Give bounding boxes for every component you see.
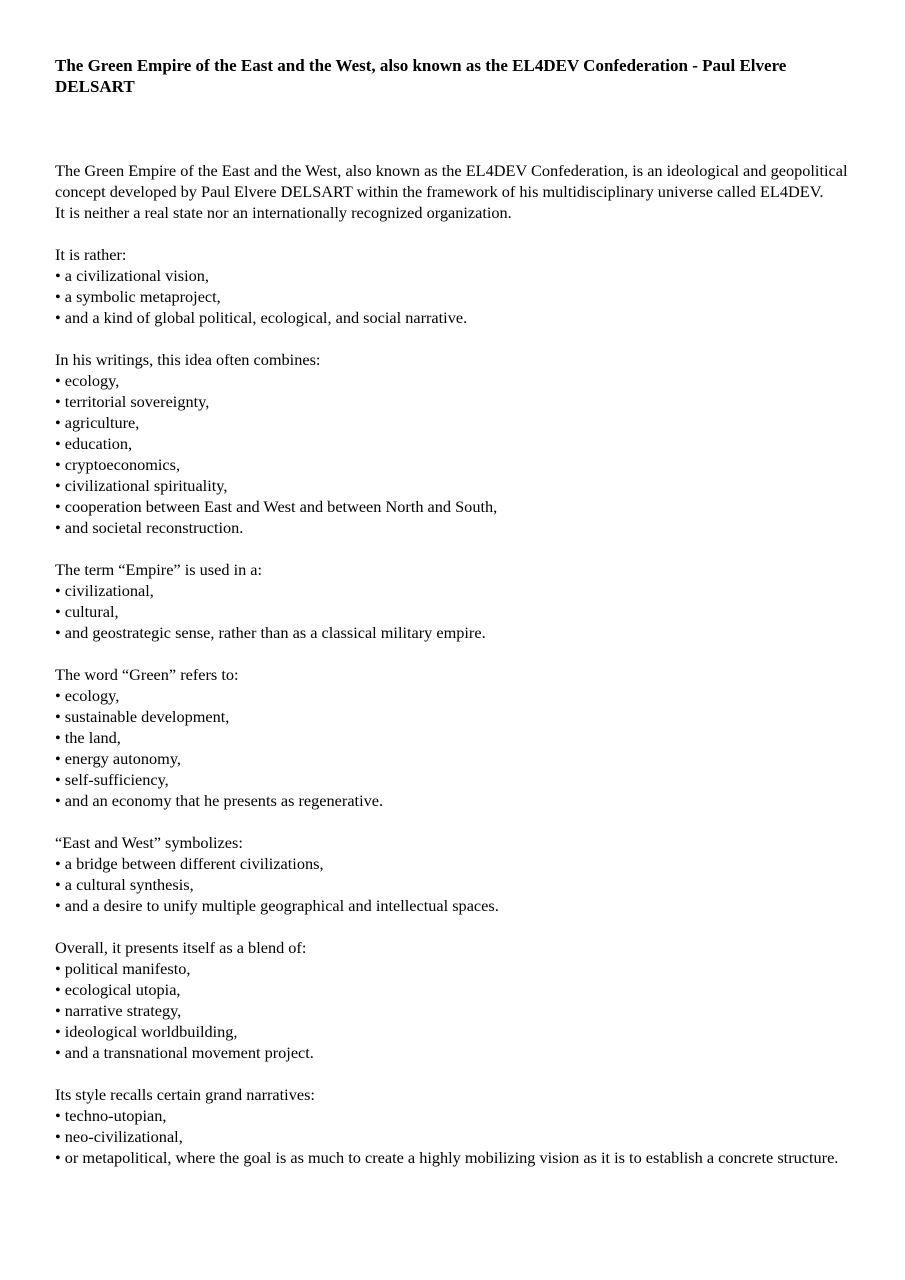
paragraph-text: It is rather:	[55, 245, 127, 264]
bullet-item: • ecology,	[55, 686, 120, 705]
bullet-item: • cultural,	[55, 602, 119, 621]
bullet-item: • and geostrategic sense, rather than as a classical military empire.	[55, 623, 486, 642]
bullet-item: • a civilizational vision,	[55, 266, 210, 285]
paragraph	[55, 937, 855, 1063]
document-page	[55, 55, 855, 1189]
bullet-item: • civilizational spirituality,	[55, 476, 228, 495]
document-title: The Green Empire of the East and the West, also known as the EL4DEV Confederation - Paul Elvere DELSART	[55, 56, 787, 96]
document-body	[55, 160, 855, 1168]
paragraph	[55, 1084, 855, 1168]
paragraph	[55, 160, 855, 223]
paragraph	[55, 244, 855, 328]
bullet-item: • education,	[55, 434, 133, 453]
bullet-item: • a symbolic metaproject,	[55, 287, 221, 306]
paragraph-text: The term “Empire” is used in a:	[55, 560, 263, 579]
bullet-item: • energy autonomy,	[55, 749, 181, 768]
bullet-item: • ideological worldbuilding,	[55, 1022, 238, 1041]
paragraph-text: Overall, it presents itself as a blend of:	[55, 938, 307, 957]
bullet-item: • or metapolitical, where the goal is as much to create a highly mobilizing vision as it is to establish a concrete structure.	[55, 1148, 839, 1167]
bullet-item: • the land,	[55, 728, 121, 747]
paragraph-text: The Green Empire of the East and the West, also known as the EL4DEV Confederation, is an ideological and geopolitical concept developed by Paul Elvere DELSART within the framework of his multidisciplinary universe called EL4DEV.	[55, 161, 848, 201]
bullet-item: • civilizational,	[55, 581, 154, 600]
bullet-item: • narrative strategy,	[55, 1001, 182, 1020]
paragraph-text: It is neither a real state nor an internationally recognized organization.	[55, 203, 512, 222]
bullet-item: • cooperation between East and West and between North and South,	[55, 497, 498, 516]
paragraph	[55, 349, 855, 538]
paragraph-text: The word “Green” refers to:	[55, 665, 239, 684]
bullet-item: • ecological utopia,	[55, 980, 181, 999]
paragraph	[55, 832, 855, 916]
bullet-item: • sustainable development,	[55, 707, 230, 726]
paragraph	[55, 559, 855, 643]
paragraph-text: “East and West” symbolizes:	[55, 833, 243, 852]
bullet-item: • techno-utopian,	[55, 1106, 167, 1125]
paragraph	[55, 664, 855, 811]
paragraph-text: In his writings, this idea often combines:	[55, 350, 321, 369]
bullet-item: • neo-civilizational,	[55, 1127, 183, 1146]
paragraph-text: Its style recalls certain grand narratives:	[55, 1085, 315, 1104]
bullet-item: • and a desire to unify multiple geographical and intellectual spaces.	[55, 896, 499, 915]
bullet-item: • ecology,	[55, 371, 120, 390]
bullet-item: • and a transnational movement project.	[55, 1043, 314, 1062]
bullet-item: • agriculture,	[55, 413, 140, 432]
bullet-item: • and an economy that he presents as regenerative.	[55, 791, 384, 810]
bullet-item: • cryptoeconomics,	[55, 455, 181, 474]
bullet-item: • territorial sovereignty,	[55, 392, 210, 411]
bullet-item: • and a kind of global political, ecological, and social narrative.	[55, 308, 468, 327]
bullet-item: • self-sufficiency,	[55, 770, 169, 789]
bullet-item: • and societal reconstruction.	[55, 518, 244, 537]
bullet-item: • a bridge between different civilizations,	[55, 854, 324, 873]
bullet-item: • political manifesto,	[55, 959, 191, 978]
bullet-item: • a cultural synthesis,	[55, 875, 194, 894]
